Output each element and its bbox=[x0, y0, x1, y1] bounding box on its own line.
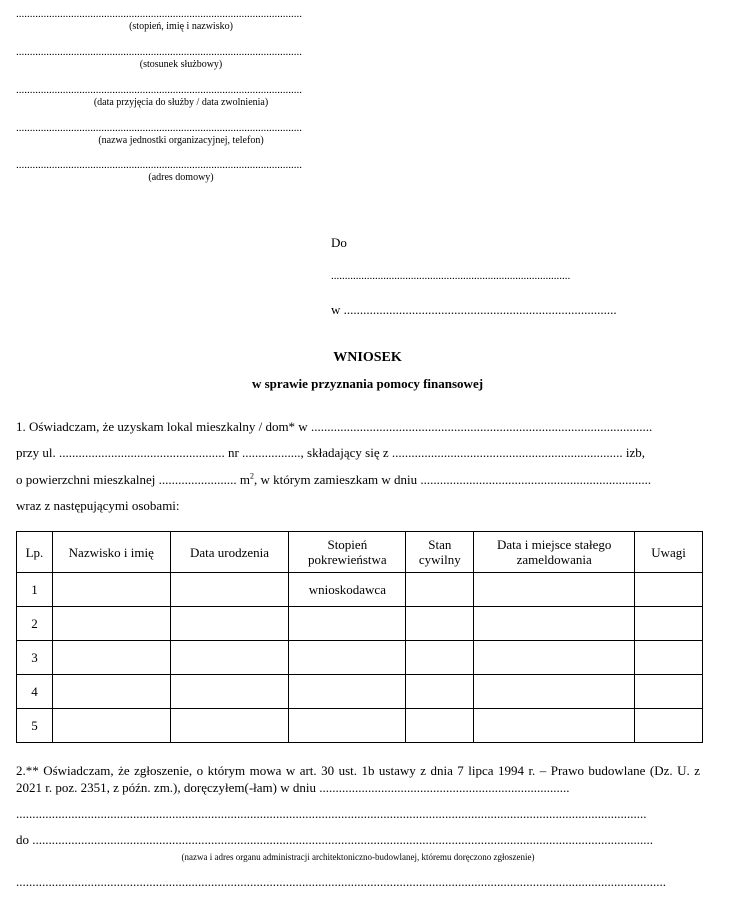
cell-notes[interactable] bbox=[635, 573, 703, 607]
cell-relationship[interactable] bbox=[289, 709, 406, 743]
section1-line3 bbox=[16, 472, 700, 488]
cell-notes[interactable] bbox=[635, 607, 703, 641]
cell-registration[interactable] bbox=[474, 641, 635, 675]
cell-marital[interactable] bbox=[406, 675, 474, 709]
cell-name[interactable] bbox=[52, 641, 170, 675]
section1-line1: 1. Oświadczam, że uzyskam lokal mieszkalny / dom* w ......................................................................................................... bbox=[16, 419, 653, 434]
addressee-line: ....................................................................................... bbox=[331, 270, 571, 282]
cell-notes[interactable] bbox=[635, 641, 703, 675]
cell-birthdate[interactable] bbox=[170, 709, 289, 743]
table-row bbox=[17, 573, 703, 607]
document-title: WNIOSEK bbox=[333, 350, 402, 365]
area-text: o powierzchni mieszkalnej ........................ m bbox=[16, 472, 250, 487]
cell-lp: 4 bbox=[17, 675, 53, 709]
section2-do-caption: (nazwa i adres organu administracji architektoniczno-budowlanej, któremu doręczono zgłoszenie) bbox=[181, 852, 535, 862]
section2-last-dots: ........................................................................................................................................................................................................ bbox=[16, 874, 666, 889]
area-unit-sup: 2 bbox=[249, 472, 254, 481]
col-header-notes: Uwagi bbox=[635, 532, 703, 573]
cell-name[interactable] bbox=[52, 709, 170, 743]
field-caption: (data przyjęcia do służby / data zwolnienia) bbox=[93, 97, 269, 108]
cell-notes[interactable] bbox=[635, 709, 703, 743]
table-row bbox=[17, 607, 703, 641]
table-row bbox=[17, 675, 703, 709]
cell-registration[interactable] bbox=[474, 607, 635, 641]
section2-dotted-line: .................................................................................................................................................................................................. bbox=[16, 806, 647, 821]
dotted-line: ........................................................................................................ bbox=[16, 46, 302, 58]
cell-lp: 1 bbox=[17, 573, 53, 607]
addressee-do-label: Do bbox=[331, 235, 347, 250]
table-row bbox=[17, 709, 703, 743]
cell-name[interactable] bbox=[52, 573, 170, 607]
field-caption: (stopień, imię i nazwisko) bbox=[129, 21, 233, 32]
household-table bbox=[16, 531, 703, 743]
dotted-line: ........................................................................................................ bbox=[16, 8, 302, 20]
section1-line4: wraz z następującymi osobami: bbox=[16, 498, 180, 513]
cell-relationship[interactable]: wnioskodawca bbox=[289, 573, 406, 607]
cell-lp: 5 bbox=[17, 709, 53, 743]
cell-lp: 2 bbox=[17, 607, 53, 641]
col-header-marital: Stan cywilny bbox=[406, 532, 474, 573]
cell-birthdate[interactable] bbox=[170, 641, 289, 675]
cell-relationship[interactable] bbox=[289, 675, 406, 709]
cell-notes[interactable] bbox=[635, 675, 703, 709]
cell-registration[interactable] bbox=[474, 573, 635, 607]
col-header-lp: Lp. bbox=[17, 532, 53, 573]
col-header-birthdate: Data urodzenia bbox=[170, 532, 289, 573]
section1-line2: przy ul. ................................................... nr .................., składający się z ....................................................................... izb, bbox=[16, 445, 645, 460]
col-header-name: Nazwisko i imię bbox=[52, 532, 170, 573]
dotted-line: ........................................................................................................ bbox=[16, 159, 302, 171]
table-header-row bbox=[17, 532, 703, 573]
cell-name[interactable] bbox=[52, 607, 170, 641]
dotted-line: ........................................................................................................ bbox=[16, 84, 302, 96]
dotted-line: ........................................................................................................ bbox=[16, 122, 302, 134]
cell-birthdate[interactable] bbox=[170, 573, 289, 607]
cell-marital[interactable] bbox=[406, 607, 474, 641]
cell-relationship[interactable] bbox=[289, 607, 406, 641]
cell-marital[interactable] bbox=[406, 641, 474, 675]
cell-registration[interactable] bbox=[474, 709, 635, 743]
cell-marital[interactable] bbox=[406, 709, 474, 743]
cell-birthdate[interactable] bbox=[170, 607, 289, 641]
section2-paragraph: 2.** Oświadczam, że zgłoszenie, o którym mowa w art. 30 ust. 1b ustawy z dnia 7 lipca 1994 r. – Prawo budowlane (Dz. U. z 2021 r. poz. 2351, z późn. zm.), doręczyłem(-łam) w dniu ............................................................................. bbox=[16, 763, 700, 795]
cell-registration[interactable] bbox=[474, 675, 635, 709]
cell-marital[interactable] bbox=[406, 573, 474, 607]
field-caption: (nazwa jednostki organizacyjnej, telefon) bbox=[98, 135, 264, 146]
cell-lp: 3 bbox=[17, 641, 53, 675]
field-caption: (stosunek służbowy) bbox=[139, 59, 223, 70]
field-caption: (adres domowy) bbox=[148, 172, 214, 183]
cell-relationship[interactable] bbox=[289, 641, 406, 675]
cell-name[interactable] bbox=[52, 675, 170, 709]
col-header-registration: Data i miejsce stałego zameldowania bbox=[474, 532, 635, 573]
col-header-relationship: Stopień pokrewieństwa bbox=[289, 532, 406, 573]
section2-do-line: do ............................................................................................................................................................................................... bbox=[16, 832, 653, 847]
document-subtitle: w sprawie przyznania pomocy finansowej bbox=[251, 376, 484, 391]
addressee-w-line: w .................................................................................... bbox=[331, 302, 617, 317]
date-text: , w którym zamieszkam w dniu ....................................................................... bbox=[253, 472, 652, 487]
cell-birthdate[interactable] bbox=[170, 675, 289, 709]
table-row bbox=[17, 641, 703, 675]
